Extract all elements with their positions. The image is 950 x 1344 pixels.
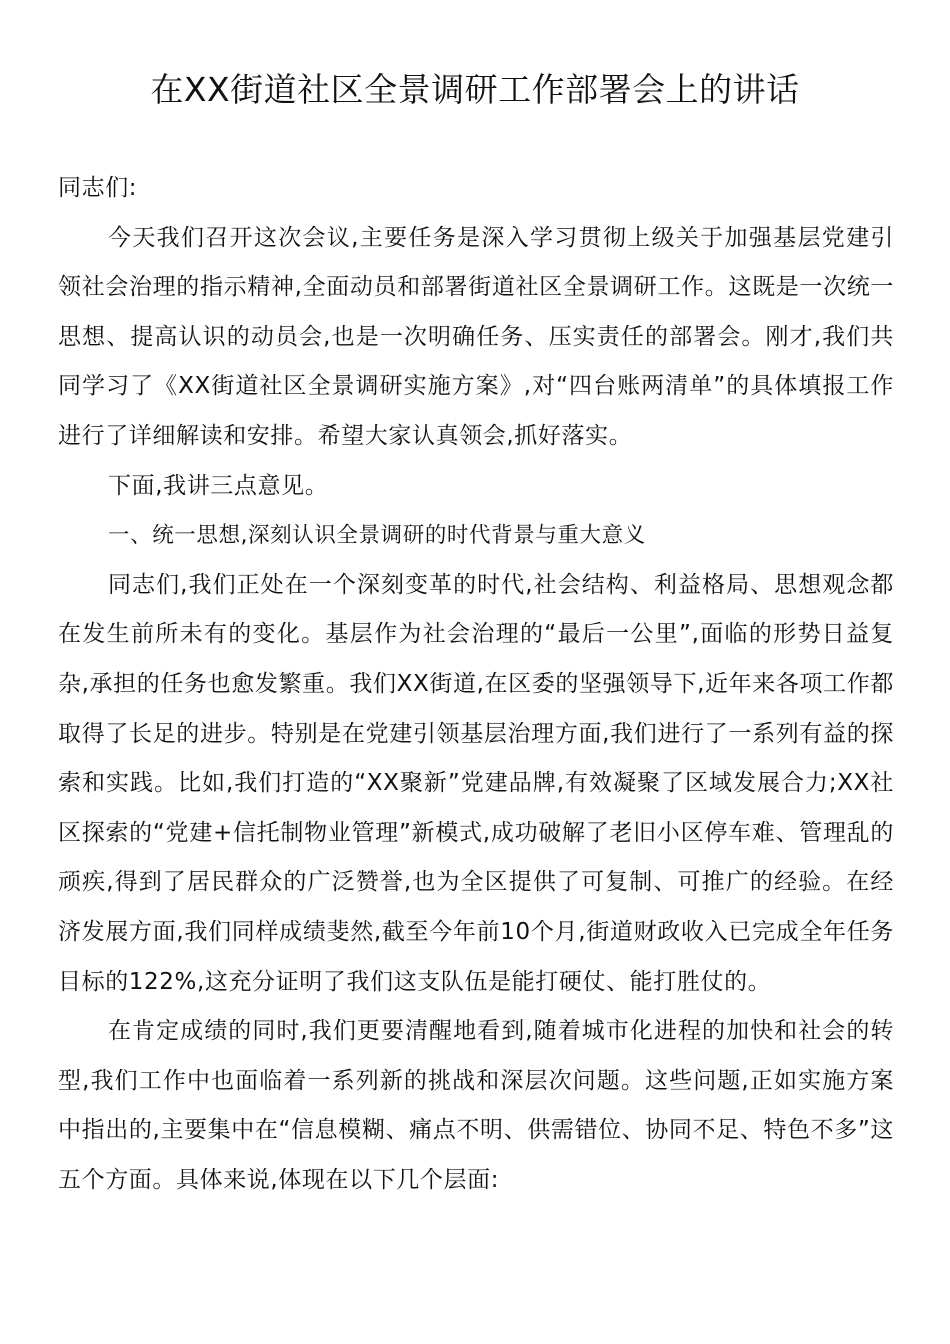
paragraph-intro: 今天我们召开这次会议,主要任务是深入学习贯彻上级关于加强基层党建引领社会治理的指示精神,全面动员和部署街道社区全景调研工作。这既是一次统一思想、提高认识的动员会,也是一次明确任务、压实责任的部署会。刚才,我们共同学习了《XX街道社区全景调研实施方案》,对“四台账两清单”的具体填报工作进行了详细解读和安排。希望大家认真领会,抓好落实。 xyxy=(58,224,894,449)
document-title: 在XX街道社区全景调研工作部署会上的讲话 xyxy=(150,70,800,109)
section-heading-1: 一、统一思想,深刻认识全景调研的时代背景与重大意义 xyxy=(108,523,646,549)
paragraph-outline: 下面,我讲三点意见。 xyxy=(108,472,329,499)
paragraph-context: 同志们,我们正处在一个深刻变革的时代,社会结构、利益格局、思想观念都在发生前所未有的变化。基层作为社会治理的“最后一公里”,面临的形势日益复杂,承担的任务也愈发繁重。我们XX街道,在区委的坚强领导下,近年来各项工作都取得了长足的进步。特别是在党建引领基层治理方面,我们进行了一系列有益的探索和实践。比如,我们打造的“XX聚新”党建品牌,有效凝聚了区域发展合力;XX社区探索的“党建+信托制物业管理”新模式,成功破解了老旧小区停车难、管理乱的顽疾,得到了居民群众的广泛赞誉,也为全区提供了可复制、可推广的经验。在经济发展方面,我们同样成绩斐然,截至今年前10个月,街道财政收入已完成全年任务目标的122%,这充分证明了我们这支队伍是能打硬仗、能打胜仗的。 xyxy=(58,571,894,995)
salutation: 同志们: xyxy=(58,175,138,201)
document-body xyxy=(58,164,894,1205)
paragraph-challenges: 在肯定成绩的同时,我们更要清醒地看到,随着城市化进程的加快和社会的转型,我们工作中也面临着一系列新的挑战和深层次问题。这些问题,正如实施方案中指出的,主要集中在“信息模糊、痛点不明、供需错位、协同不足、特色不多”这五个方面。具体来说,体现在以下几个层面: xyxy=(58,1018,894,1193)
